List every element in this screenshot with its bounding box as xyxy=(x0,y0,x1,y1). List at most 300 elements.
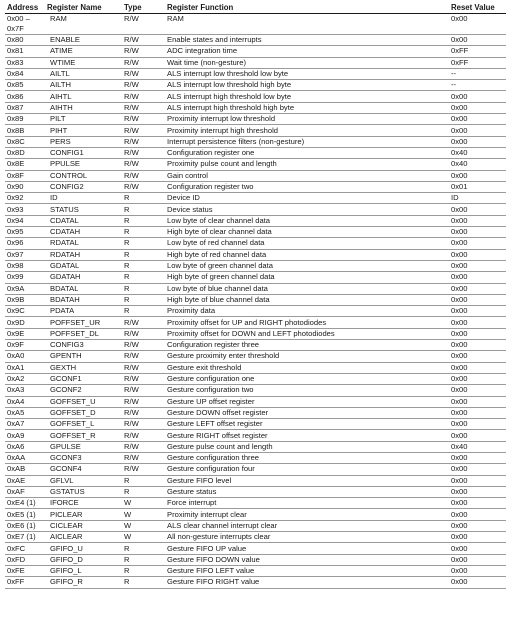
table-row xyxy=(5,193,506,204)
table-row xyxy=(5,362,506,373)
cell-register-name: AILTH xyxy=(45,80,122,91)
cell-register-function: High byte of clear channel data xyxy=(165,227,449,238)
cell-register-name: GOFFSET_R xyxy=(45,430,122,441)
cell-address: 0x92 xyxy=(5,193,45,204)
table-row xyxy=(5,170,506,181)
cell-register-name: AILTL xyxy=(45,68,122,79)
cell-register-function: Gesture LEFT offset register xyxy=(165,419,449,430)
cell-type: R xyxy=(122,475,165,486)
cell-register-function: Gesture pulse count and length xyxy=(165,441,449,452)
cell-register-name: PPULSE xyxy=(45,159,122,170)
cell-register-name: GFIFO_U xyxy=(45,543,122,554)
cell-register-function: Proximity interrupt clear xyxy=(165,509,449,520)
table-row xyxy=(5,136,506,147)
cell-reset-value: 0xFF xyxy=(449,57,506,68)
cell-address: 0x9B xyxy=(5,294,45,305)
cell-type: R xyxy=(122,577,165,588)
cell-type: R/W xyxy=(122,125,165,136)
cell-reset-value: 0x00 xyxy=(449,283,506,294)
cell-reset-value: 0x00 xyxy=(449,486,506,497)
cell-address: 0x89 xyxy=(5,114,45,125)
cell-reset-value: 0x00 xyxy=(449,543,506,554)
cell-register-name: CDATAH xyxy=(45,227,122,238)
cell-type: R/W xyxy=(122,407,165,418)
cell-reset-value: 0x00 xyxy=(449,385,506,396)
table-row xyxy=(5,283,506,294)
cell-address: 0x86 xyxy=(5,91,45,102)
cell-type: R xyxy=(122,249,165,260)
cell-register-name: GCONF1 xyxy=(45,373,122,384)
cell-register-function: RAM xyxy=(165,14,449,35)
cell-type: R xyxy=(122,193,165,204)
cell-address: 0x95 xyxy=(5,227,45,238)
cell-reset-value: 0x00 xyxy=(449,114,506,125)
cell-register-name: ENABLE xyxy=(45,35,122,46)
cell-reset-value: 0x00 xyxy=(449,170,506,181)
cell-type: W xyxy=(122,509,165,520)
cell-reset-value: 0x00 xyxy=(449,577,506,588)
cell-register-function: ADC integration time xyxy=(165,46,449,57)
cell-register-function: Gesture FIFO UP value xyxy=(165,543,449,554)
cell-register-function: All non-gesture interrupts clear xyxy=(165,532,449,543)
cell-type: R/W xyxy=(122,114,165,125)
cell-reset-value: 0x00 xyxy=(449,532,506,543)
cell-type: R/W xyxy=(122,57,165,68)
table-row xyxy=(5,554,506,565)
table-row xyxy=(5,475,506,486)
cell-register-name: GFIFO_D xyxy=(45,554,122,565)
cell-address: 0x9C xyxy=(5,306,45,317)
cell-reset-value: 0x00 xyxy=(449,35,506,46)
cell-register-function: Low byte of clear channel data xyxy=(165,215,449,226)
cell-address: 0xFC xyxy=(5,543,45,554)
cell-register-name: PERS xyxy=(45,136,122,147)
cell-register-function: High byte of red channel data xyxy=(165,249,449,260)
cell-type: R/W xyxy=(122,35,165,46)
table-row xyxy=(5,238,506,249)
cell-type: R/W xyxy=(122,136,165,147)
cell-type: R/W xyxy=(122,373,165,384)
cell-reset-value: 0x00 xyxy=(449,407,506,418)
cell-register-name: IFORCE xyxy=(45,498,122,509)
cell-type: R/W xyxy=(122,419,165,430)
cell-type: R/W xyxy=(122,170,165,181)
cell-reset-value: 0x00 xyxy=(449,306,506,317)
cell-register-function: Gesture status xyxy=(165,486,449,497)
cell-address: 0xA9 xyxy=(5,430,45,441)
cell-register-function: Configuration register one xyxy=(165,147,449,158)
cell-address: 0x93 xyxy=(5,204,45,215)
table-row xyxy=(5,204,506,215)
cell-register-function: High byte of blue channel data xyxy=(165,294,449,305)
cell-register-name: PDATA xyxy=(45,306,122,317)
cell-reset-value: 0x00 xyxy=(449,475,506,486)
cell-address: 0x8E xyxy=(5,159,45,170)
header-type: Type xyxy=(122,3,165,14)
table-row xyxy=(5,215,506,226)
cell-register-function: Device ID xyxy=(165,193,449,204)
table-row xyxy=(5,441,506,452)
cell-register-name: CONFIG2 xyxy=(45,181,122,192)
table-row xyxy=(5,306,506,317)
cell-reset-value: 0x00 xyxy=(449,373,506,384)
cell-register-name: CONFIG3 xyxy=(45,340,122,351)
cell-register-function: Gesture proximity enter threshold xyxy=(165,351,449,362)
cell-type: W xyxy=(122,532,165,543)
cell-address: 0x99 xyxy=(5,272,45,283)
cell-reset-value: 0x00 xyxy=(449,328,506,339)
cell-type: R xyxy=(122,260,165,271)
cell-address: 0xAE xyxy=(5,475,45,486)
cell-type: R xyxy=(122,565,165,576)
cell-register-function: Gesture FIFO level xyxy=(165,475,449,486)
cell-reset-value: 0x00 xyxy=(449,102,506,113)
cell-register-function: Gesture exit threshold xyxy=(165,362,449,373)
cell-register-name: PILT xyxy=(45,114,122,125)
cell-address: 0xE7 (1) xyxy=(5,532,45,543)
cell-type: R xyxy=(122,283,165,294)
table-row xyxy=(5,486,506,497)
cell-register-name: POFFSET_DL xyxy=(45,328,122,339)
cell-address: 0xFD xyxy=(5,554,45,565)
cell-register-function: Configuration register three xyxy=(165,340,449,351)
cell-type: R/W xyxy=(122,102,165,113)
cell-register-function: Device status xyxy=(165,204,449,215)
cell-register-function: ALS interrupt low threshold high byte xyxy=(165,80,449,91)
cell-address: 0xAA xyxy=(5,452,45,463)
cell-type: R/W xyxy=(122,362,165,373)
cell-address: 0x94 xyxy=(5,215,45,226)
cell-address: 0x8C xyxy=(5,136,45,147)
cell-register-function: Gesture configuration two xyxy=(165,385,449,396)
cell-register-name: GEXTH xyxy=(45,362,122,373)
cell-reset-value: 0x00 xyxy=(449,464,506,475)
table-row xyxy=(5,532,506,543)
cell-register-function: Force interrupt xyxy=(165,498,449,509)
cell-reset-value: 0x00 xyxy=(449,430,506,441)
cell-reset-value: 0x00 xyxy=(449,565,506,576)
cell-type: R/W xyxy=(122,441,165,452)
cell-register-function: ALS interrupt low threshold low byte xyxy=(165,68,449,79)
cell-register-function: Gain control xyxy=(165,170,449,181)
cell-register-function: Enable states and interrupts xyxy=(165,35,449,46)
cell-address: 0x9F xyxy=(5,340,45,351)
cell-reset-value: 0x00 xyxy=(449,260,506,271)
cell-type: R/W xyxy=(122,351,165,362)
cell-register-name: CONFIG1 xyxy=(45,147,122,158)
cell-address: 0xA1 xyxy=(5,362,45,373)
cell-type: R/W xyxy=(122,430,165,441)
cell-register-name: AIHTH xyxy=(45,102,122,113)
cell-register-function: Low byte of blue channel data xyxy=(165,283,449,294)
cell-address: 0xE5 (1) xyxy=(5,509,45,520)
cell-register-name: RDATAH xyxy=(45,249,122,260)
cell-type: R xyxy=(122,272,165,283)
cell-address: 0x9A xyxy=(5,283,45,294)
cell-register-function: Gesture configuration one xyxy=(165,373,449,384)
cell-register-name: GOFFSET_U xyxy=(45,396,122,407)
cell-register-function: ALS clear channel interrupt clear xyxy=(165,520,449,531)
cell-register-name: AIHTL xyxy=(45,91,122,102)
cell-type: R/W xyxy=(122,317,165,328)
cell-type: R/W xyxy=(122,328,165,339)
cell-register-function: Gesture FIFO LEFT value xyxy=(165,565,449,576)
cell-register-name: GOFFSET_D xyxy=(45,407,122,418)
table-row xyxy=(5,498,506,509)
cell-address: 0xAF xyxy=(5,486,45,497)
cell-address: 0x98 xyxy=(5,260,45,271)
cell-address: 0x84 xyxy=(5,68,45,79)
register-table-body xyxy=(5,14,506,589)
cell-register-function: ALS interrupt high threshold high byte xyxy=(165,102,449,113)
header-address: Address xyxy=(5,3,45,14)
cell-type: R/W xyxy=(122,396,165,407)
cell-address: 0x00 – 0x7F xyxy=(5,14,45,35)
table-row xyxy=(5,35,506,46)
table-row xyxy=(5,249,506,260)
cell-reset-value: 0x00 xyxy=(449,204,506,215)
cell-type: R xyxy=(122,543,165,554)
cell-register-function: Gesture UP offset register xyxy=(165,396,449,407)
cell-reset-value: 0x00 xyxy=(449,272,506,283)
cell-type: R xyxy=(122,215,165,226)
cell-address: 0x96 xyxy=(5,238,45,249)
cell-type: W xyxy=(122,520,165,531)
cell-type: R/W xyxy=(122,68,165,79)
cell-address: 0xA5 xyxy=(5,407,45,418)
cell-address: 0x87 xyxy=(5,102,45,113)
table-row xyxy=(5,227,506,238)
cell-register-name: GSTATUS xyxy=(45,486,122,497)
cell-address: 0x8D xyxy=(5,147,45,158)
table-row xyxy=(5,125,506,136)
cell-register-name: RAM xyxy=(45,14,122,35)
cell-register-name: RDATAL xyxy=(45,238,122,249)
table-row xyxy=(5,317,506,328)
table-row xyxy=(5,430,506,441)
table-row xyxy=(5,57,506,68)
cell-address: 0xA4 xyxy=(5,396,45,407)
cell-register-name: POFFSET_UR xyxy=(45,317,122,328)
table-row xyxy=(5,373,506,384)
cell-address: 0xE6 (1) xyxy=(5,520,45,531)
cell-type: R/W xyxy=(122,340,165,351)
cell-type: R/W xyxy=(122,91,165,102)
cell-address: 0xFF xyxy=(5,577,45,588)
cell-register-name: GDATAL xyxy=(45,260,122,271)
table-row xyxy=(5,46,506,57)
cell-reset-value: 0x01 xyxy=(449,181,506,192)
header-register-function: Register Function xyxy=(165,3,449,14)
cell-type: R/W xyxy=(122,46,165,57)
table-row xyxy=(5,294,506,305)
table-row xyxy=(5,340,506,351)
cell-register-name: AICLEAR xyxy=(45,532,122,543)
cell-reset-value: ID xyxy=(449,193,506,204)
cell-register-function: Gesture configuration four xyxy=(165,464,449,475)
header-reset-value: Reset Value xyxy=(449,3,506,14)
table-row xyxy=(5,565,506,576)
cell-register-function: Proximity interrupt low threshold xyxy=(165,114,449,125)
cell-type: R/W xyxy=(122,147,165,158)
table-row xyxy=(5,577,506,588)
cell-register-name: PIHT xyxy=(45,125,122,136)
cell-address: 0xA7 xyxy=(5,419,45,430)
cell-reset-value: 0x00 xyxy=(449,498,506,509)
cell-register-name: GDATAH xyxy=(45,272,122,283)
cell-type: W xyxy=(122,498,165,509)
table-row xyxy=(5,114,506,125)
cell-reset-value: 0x00 xyxy=(449,396,506,407)
cell-register-name: BDATAH xyxy=(45,294,122,305)
table-row xyxy=(5,328,506,339)
cell-register-name: GCONF4 xyxy=(45,464,122,475)
cell-type: R/W xyxy=(122,181,165,192)
cell-reset-value: 0xFF xyxy=(449,46,506,57)
register-table-header xyxy=(5,3,506,14)
cell-reset-value: 0x00 xyxy=(449,249,506,260)
cell-register-name: WTIME xyxy=(45,57,122,68)
cell-register-function: Gesture DOWN offset register xyxy=(165,407,449,418)
table-row xyxy=(5,147,506,158)
cell-register-function: ALS interrupt high threshold low byte xyxy=(165,91,449,102)
cell-type: R/W xyxy=(122,385,165,396)
cell-reset-value: 0x00 xyxy=(449,452,506,463)
cell-register-function: Proximity pulse count and length xyxy=(165,159,449,170)
table-row xyxy=(5,509,506,520)
cell-address: 0x85 xyxy=(5,80,45,91)
table-row xyxy=(5,351,506,362)
cell-register-function: Gesture FIFO RIGHT value xyxy=(165,577,449,588)
cell-register-function: Interrupt persistence filters (non-gesture) xyxy=(165,136,449,147)
cell-address: 0x83 xyxy=(5,57,45,68)
cell-reset-value: 0x00 xyxy=(449,215,506,226)
header-row xyxy=(5,3,506,14)
cell-reset-value: 0x00 xyxy=(449,91,506,102)
table-row xyxy=(5,543,506,554)
table-row xyxy=(5,419,506,430)
table-row xyxy=(5,68,506,79)
cell-register-function: Gesture configuration three xyxy=(165,452,449,463)
table-row xyxy=(5,14,506,35)
cell-register-function: High byte of green channel data xyxy=(165,272,449,283)
table-row xyxy=(5,452,506,463)
cell-register-function: Wait time (non-gesture) xyxy=(165,57,449,68)
cell-register-name: CDATAL xyxy=(45,215,122,226)
cell-register-name: CICLEAR xyxy=(45,520,122,531)
cell-register-name: GFLVL xyxy=(45,475,122,486)
cell-register-name: ATIME xyxy=(45,46,122,57)
cell-register-function: Proximity interrupt high threshold xyxy=(165,125,449,136)
cell-register-name: GPENTH xyxy=(45,351,122,362)
cell-register-name: ID xyxy=(45,193,122,204)
cell-reset-value: 0x00 xyxy=(449,362,506,373)
cell-register-name: CONTROL xyxy=(45,170,122,181)
cell-address: 0x81 xyxy=(5,46,45,57)
cell-address: 0xA3 xyxy=(5,385,45,396)
table-row xyxy=(5,464,506,475)
cell-address: 0xA6 xyxy=(5,441,45,452)
cell-reset-value: 0x00 xyxy=(449,227,506,238)
cell-address: 0x80 xyxy=(5,35,45,46)
cell-type: R/W xyxy=(122,80,165,91)
cell-type: R xyxy=(122,294,165,305)
cell-reset-value: 0x00 xyxy=(449,136,506,147)
cell-reset-value: 0x00 xyxy=(449,294,506,305)
cell-reset-value: 0x40 xyxy=(449,159,506,170)
header-register-name: Register Name xyxy=(45,3,122,14)
cell-register-name: GFIFO_R xyxy=(45,577,122,588)
table-row xyxy=(5,102,506,113)
table-row xyxy=(5,181,506,192)
cell-register-name: GCONF3 xyxy=(45,452,122,463)
cell-register-function: Proximity data xyxy=(165,306,449,317)
cell-type: R/W xyxy=(122,14,165,35)
cell-type: R xyxy=(122,486,165,497)
cell-address: 0x8B xyxy=(5,125,45,136)
cell-reset-value: -- xyxy=(449,80,506,91)
table-row xyxy=(5,385,506,396)
cell-reset-value: 0x40 xyxy=(449,441,506,452)
cell-reset-value: 0x00 xyxy=(449,554,506,565)
cell-reset-value: 0x00 xyxy=(449,340,506,351)
cell-reset-value: 0x00 xyxy=(449,125,506,136)
cell-address: 0xA2 xyxy=(5,373,45,384)
cell-type: R/W xyxy=(122,159,165,170)
cell-register-function: Proximity offset for DOWN and LEFT photodiodes xyxy=(165,328,449,339)
table-row xyxy=(5,407,506,418)
cell-reset-value: 0x00 xyxy=(449,351,506,362)
cell-register-name: BDATAL xyxy=(45,283,122,294)
cell-register-name: GFIFO_L xyxy=(45,565,122,576)
table-row xyxy=(5,159,506,170)
cell-address: 0x97 xyxy=(5,249,45,260)
cell-register-function: Proximity offset for UP and RIGHT photodiodes xyxy=(165,317,449,328)
cell-address: 0x9D xyxy=(5,317,45,328)
cell-reset-value: 0x00 xyxy=(449,419,506,430)
table-row xyxy=(5,272,506,283)
table-row xyxy=(5,396,506,407)
cell-type: R xyxy=(122,306,165,317)
cell-type: R/W xyxy=(122,452,165,463)
cell-register-name: PICLEAR xyxy=(45,509,122,520)
cell-address: 0x8F xyxy=(5,170,45,181)
cell-address: 0x9E xyxy=(5,328,45,339)
table-row xyxy=(5,520,506,531)
cell-register-function: Gesture RIGHT offset register xyxy=(165,430,449,441)
cell-address: 0xA0 xyxy=(5,351,45,362)
cell-type: R/W xyxy=(122,464,165,475)
cell-reset-value: -- xyxy=(449,68,506,79)
cell-address: 0xFE xyxy=(5,565,45,576)
cell-address: 0xE4 (1) xyxy=(5,498,45,509)
cell-register-name: GOFFSET_L xyxy=(45,419,122,430)
register-table xyxy=(5,3,506,589)
cell-register-name: STATUS xyxy=(45,204,122,215)
cell-type: R xyxy=(122,238,165,249)
cell-address: 0xAB xyxy=(5,464,45,475)
cell-register-name: GPULSE xyxy=(45,441,122,452)
table-row xyxy=(5,260,506,271)
cell-reset-value: 0x00 xyxy=(449,520,506,531)
table-row xyxy=(5,91,506,102)
cell-type: R xyxy=(122,554,165,565)
cell-reset-value: 0x00 xyxy=(449,317,506,328)
cell-register-function: Gesture FIFO DOWN value xyxy=(165,554,449,565)
cell-register-name: GCONF2 xyxy=(45,385,122,396)
table-row xyxy=(5,80,506,91)
cell-type: R xyxy=(122,227,165,238)
